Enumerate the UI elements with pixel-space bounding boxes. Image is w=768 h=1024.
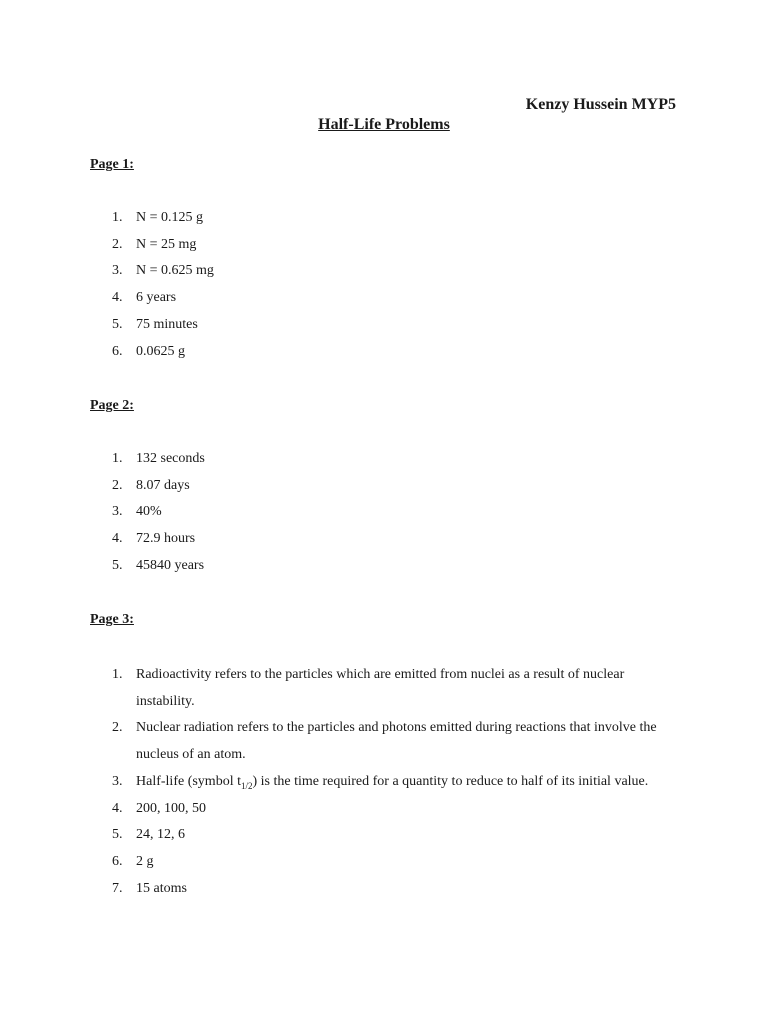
item-number: 2. <box>112 236 123 252</box>
item-number: 5. <box>112 316 123 332</box>
list-item <box>0 473 768 500</box>
list-item <box>0 876 768 903</box>
list-item <box>0 232 768 259</box>
item-text-before: Half-life (symbol t <box>136 773 241 789</box>
document-title: Half-Life Problems <box>318 116 450 133</box>
item-number: 5. <box>112 827 123 843</box>
item-text: 75 minutes <box>136 316 198 332</box>
item-text: N = 0.625 mg <box>136 263 214 279</box>
section-heading-page-1: Page 1: <box>90 157 134 172</box>
answer-list-page-2 <box>0 446 768 580</box>
item-text: 200, 100, 50 <box>136 800 206 816</box>
list-item <box>0 526 768 553</box>
list-item <box>0 769 768 796</box>
section-heading-page-3: Page 3: <box>90 612 134 627</box>
list-item <box>0 205 768 232</box>
item-text: 132 seconds <box>136 451 205 466</box>
list-item <box>0 258 768 285</box>
list-item <box>0 285 768 312</box>
list-item <box>0 553 768 580</box>
item-number: 1. <box>112 451 123 466</box>
answer-list-page-1 <box>0 205 768 365</box>
list-item <box>0 796 768 823</box>
item-number: 2. <box>112 720 123 736</box>
item-text: 8.07 days <box>136 477 190 493</box>
item-text: Radioactivity refers to the particles which are emitted from nuclei as a result of nuclear instability. <box>136 667 625 709</box>
item-number: 1. <box>112 210 123 225</box>
item-number: 4. <box>112 800 123 816</box>
item-number: 3. <box>112 504 123 520</box>
half-subscript: 1/2 <box>240 780 253 791</box>
item-text: Nuclear radiation refers to the particles and photons emitted during reactions that involve the nucleus of an atom. <box>136 720 657 763</box>
item-text: N = 25 mg <box>136 236 197 252</box>
list-item <box>0 822 768 849</box>
item-text: 45840 years <box>136 557 205 573</box>
item-number: 6. <box>112 853 123 869</box>
item-text: 0.0625 g <box>136 343 185 359</box>
item-text: 2 g <box>136 853 154 869</box>
answer-list-page-3 <box>0 662 768 902</box>
item-text: 40% <box>136 504 162 520</box>
item-number: 1. <box>112 667 123 682</box>
item-number: 6. <box>112 343 123 359</box>
list-item <box>0 499 768 526</box>
list-item <box>0 662 768 715</box>
list-item <box>0 715 768 768</box>
item-number: 5. <box>112 557 123 573</box>
item-number: 7. <box>112 880 123 896</box>
item-text: 72.9 hours <box>136 531 196 547</box>
author-line: Kenzy Hussein MYP5 <box>525 96 676 113</box>
list-item <box>0 312 768 339</box>
item-text: 6 years <box>136 290 177 306</box>
item-number: 3. <box>112 263 123 279</box>
list-item <box>0 849 768 876</box>
section-heading-page-2: Page 2: <box>90 398 134 413</box>
item-number: 2. <box>112 477 123 493</box>
item-text-after: ) is the time required for a quantity to reduce to half of its initial value. <box>252 773 649 789</box>
item-text: 24, 12, 6 <box>136 827 185 843</box>
item-text: N = 0.125 g <box>136 210 204 225</box>
list-item <box>0 339 768 366</box>
item-number: 4. <box>112 531 123 547</box>
item-number: 3. <box>112 773 123 789</box>
item-number: 4. <box>112 290 123 306</box>
list-item <box>0 446 768 473</box>
item-text: 15 atoms <box>136 880 187 896</box>
